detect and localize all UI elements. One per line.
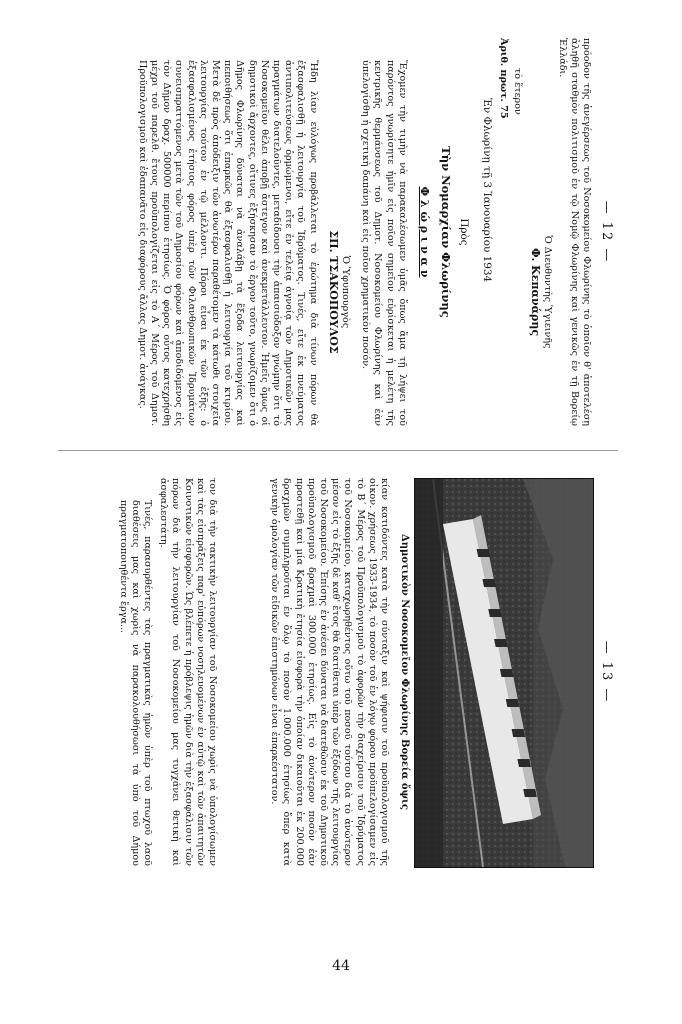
scan-page-number: 44 [332,958,350,974]
addressee: Τὴν Νομαρχίαν Φλωρίνης [439,146,454,318]
hospital-photo-illustration [415,479,593,867]
photo-caption: Δημοτικὸν Νοσοκομεῖον Φλωρίνης Βορεία ὄψις [399,534,410,810]
ref-number: Ἀριθ. πρωτ. 75 [497,38,509,119]
right-para-bottom-2: Τινές, παρασυρθέντες τὰς πραγματικὰς ἡμῶν ὑπὲρ τοῦ πτωχοῦ λαοῦ διαθέσεις μας καὶ χωρὶς νὰ παρακολουθήσωσι τὰ ὑπὸ τοῦ Δήμου πραγματοποιηθέντα ἔργα... [117,500,153,866]
signoff-title: Ὁ Διευθυντὴς Ὑγιεινῆς [542,235,554,349]
page-gutter [58,450,618,451]
date-line: Ἐν Φλωρίνῃ τῇ 3 Ἰανουαρίου 1934 [480,98,493,283]
left-page-body [136,38,593,426]
right-para-top: κίαν κατιδόντες κατὰ τὴν σύνταξιν καὶ ψήφισιν τοῦ προϋπολογισμοῦ τῆς οἰκον. χρήσεως 1933-1934, τὸ ποσὸν τοῦ ἐν λόγῳ φόρου προϋπελογίσαμεν εἰς τὸ Β΄ Μέρος τοῦ Προϋπολογισμοῦ τὸ ἀφορῶν τὴν διαχείρισιν τοῦ Ἱδρύματος τοῦ Νοσοκομείου, καταχωρηθέντος οὕτω τοῦ ποσοῦ τούτου διὰ τὸ ἀνώτερον μέσον εἰς τὸ ἑξῆς δὲ καθ' ἔτος θὰ διατίθεται ὑπὲρ τῶν ἐξόδων τῆς λειτουργίας τοῦ Νοσοκομείου. Ἐπίσης ἐν ἀνέσει δύναται νὰ διατεθῶσιν ἐκ τοῦ Δημοτικοῦ προϋπολογισμοῦ δραχμαὶ 300.000 ἐτησίως. Εἰς τὸ ἀνώτερον ποσὸν ἐὰν προστεθῇ καὶ μία Κρατικὴ ἐτησία εἰσφορὰ τὴν ὁποίαν δικαιοῦται ἐκ 200.000 δραχμῶν συμπληροῦται ἐν ὅλῳ τὸ ποσὸν 1.000.000 ἐτησίως ὅπερ κατὰ γενικὴν ὁμολογίαν τῶν εἰδικῶν ἐπιστημόνων εἶναι ἐπαρκέστατον. [269,478,390,866]
left-para-three: Ἤδη λίαν εὐλόγως προβάλλεται τὸ ἐρώτημα διὰ τίνων πόρων θὰ ἐξασφαλισθῇ ἡ λειτουργία τοῦ Ἱδρύματος. Τινές, εἴτε ἐκ πνεύματος ἀντιπολιτεύσεως ὁρμώμενοι, εἴτε ἐν τελείᾳ ἀγνοίᾳ τῶν Δημοτικῶν μας πραγμάτων διατελοῦντες, μεταδίδουσι τὴν ἀπαισιόδοξον γνώμην ὅτι τὸ Νοσοκομεῖον θέλει ἀποβῇ ἄστεγον καὶ ἀνεκμετάλλευτον. Ἡμεῖς ὅμως οἱ δημοτικοὶ ἄρχοντες, οἵτινες ἐξήσκησαν τὸ ἔργον τοῦτο, γνωρίζομεν ὅτι ὁ Δῆμος Φλωρίνης δύναται νὰ ἀναλάβῃ τὰ ἔξοδα λειτουργίας καὶ πεποιθήσεως ὅτι ἐπαρκῶς θὰ ἐξασφαλισθῇ ἡ λειτουργία τοῦ κτιρίου. Μετὰ δὲ πρὸς ἀπόδειξιν τῶν ἀνωτέρω παραθέτομεν τὰ κάτωθι στοιχεῖα λειτουργίας τούτου ἐν τῷ μέλλοντι. Πόροι εἶναι ἐκ τῶν ἑξῆς: ὁ ἐξασφαλισμένος ἐτήσιος φόρος ὑπὲρ τῶν Φιλανθρωπικῶν Ἱδρυμάτων συνεισπραττόμενος μετὰ τῶν τοῦ Δημοσίου φόρων καὶ ἀποδιδόμενος εἰς τὸν Δῆμον δραχ. 500000 περίπου ἐτησίως. Ὁ φόρος οὗτος κατεχρήσθη μέχρι τοῦ παρελθ. ἔτους προϋπολογίζεται εἰς τὸ Α΄ Μέρος τοῦ Δημοτ. Προϋπολογισμοῦ καὶ ἐδαπανᾶτο εἰς διαφόρους ἄλλας Δημοτ. ἀνάγκας. [136,60,319,426]
ref-line: τὸ ἕτερον [511,68,523,115]
left-para-top: πρόοδον τῆς ἀνεγέρσεως τοῦ Νοσοκομείου Φλωρίνης τὸ ὁποῖον θ' ἀποτελέσῃ ἀληθῆ σταθμὸν πολιτισμοῦ ἐν τῷ Νομῷ Φλωρίνης καὶ γενικῶς ἐν τῇ Βορείῳ Ἑλλάδι. [556,38,592,426]
left-page [58,32,618,432]
right-page-header: — 13 — [599,640,614,704]
hospital-photograph [414,478,594,868]
right-page-lower [116,478,218,866]
signoff2-name: ΣΠ. ΤΣΑΚΟΠΟΥΛΟΣ [326,230,340,354]
rotated-page-spread [58,32,618,872]
signoff-name: Φ. Κεπανάρης [529,247,543,337]
left-para-two: Ἔχομεν τὴν τιμὴν νὰ παρακαλέσωμεν ὑμᾶς ὅπως ἅμα τῇ λήψει τοῦ παρόντος γνωρίσητε ἡμῖν εἰς ποῖον σημεῖον εὑρίσκεται ἡ μελέτη τῆς κεντρικῆς θερμάνσεως τοῦ Δημοτ. Νοσοκομείου Φλωρίνης καὶ ἐὰν ὑπελογίσθη ἡ σχετικὴ δαπάνη καὶ εἰς ποῖον χρηματικὸν ποσόν. [360,60,408,426]
signoff2-title: Ὁ Ὑφυπουργὸς [339,255,351,329]
right-para-bottom-1: τον διὰ τὴν τακτικὴν λειτουργίαν τοῦ Νοσοκομείου χωρὶς νὰ ὑπολογίσωμεν καὶ τὰς εἰσπράξεις παρ' εὐπόρων νοσηλευομένων ἐν αὐτῷ καὶ τῶν ἀπαιτητῶν Κοινοτικῶν εἰσφορῶν. Ὡς βλέπετε ἡ πρόβλεψις ἡμῶν διὰ τὴν ἐξασφάλισιν τῶν πόρων διὰ τὴν λειτουργίαν τοῦ Νοσοκομείου μας τυγχάνει θετικὴ καὶ ἀσφαλεστάτη. [158,478,218,866]
pros-label: Πρὸς [458,218,471,246]
right-page-body [268,478,390,866]
left-page-header: — 12 — [599,200,614,264]
florinan-heading: Φ λ ώ ρ ι ν α ν [417,186,431,278]
right-page [58,472,618,872]
